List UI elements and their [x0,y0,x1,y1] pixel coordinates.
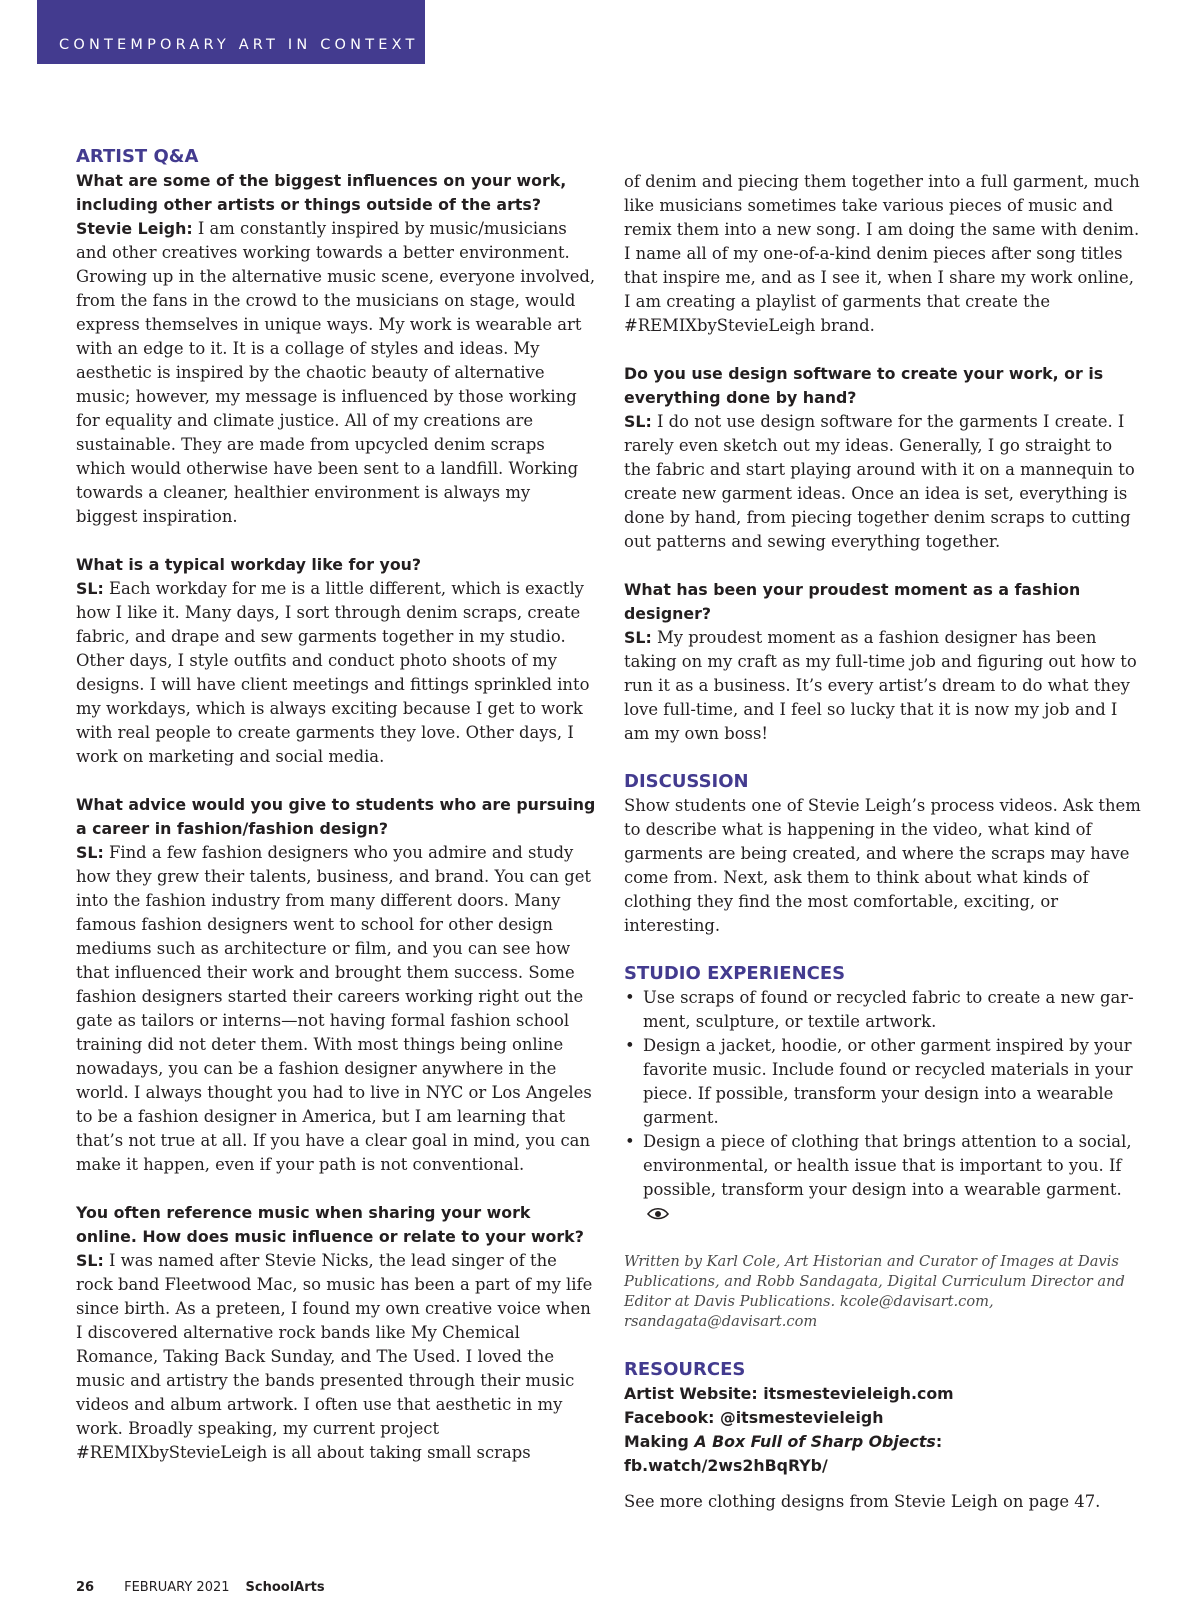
resource-making-prefix: Making [624,1432,695,1451]
resources-title: RESOURCES [624,1359,746,1380]
question-3: What advice would you give to students who are pursuing a career in fashion/fashion design? [76,795,596,838]
discussion-text: Show students one of Stevie Leigh’s process videos. Ask them to describe what is happening in the video, what kind of garments are being created, and where the scraps may have come from. Next, ask them to think about what kinds of clothing they find the most comfortable, exciting, or interesting. [624,796,1141,935]
banner-title: CONTEMPORARY ART IN CONTEXT [59,37,419,53]
speaker-label: SL: [624,628,652,647]
answer-text: My proudest moment as a fashion designer has been taking on my craft as my full-time job and figuring out how to run it as a business. It’s every artist’s dream to do what they love full-time, and I feel so lucky that it is now my job and I am my own boss! [624,628,1137,743]
question-4: You often reference music when sharing your work online. How does music influence or relate to your work? [76,1203,584,1246]
answer-text: I was named after Stevie Nicks, the lead singer of the rock band Fleetwood Mac, so music has been a part of my life since birth. As a preteen, I found my own creative voice when I discovered alternative rock bands like My Chemical Romance, Taking Back Sunday, and The Used. I loved the music and artistry the bands presented through their music videos and album artwork. I often use that aesthetic in my work. Broadly speaking, my current project #REMIXbyStevieLeigh is all about taking small scraps [76,1251,593,1462]
list-item-text: Design a piece of clothing that brings attention to a social, environmental, or health issue that is important to you. If possible, transform your design into a wearable garment. [643,1132,1132,1199]
speaker-label: SL: [76,579,104,598]
page-number: 26 [76,1580,95,1595]
answer-2 [76,577,596,769]
section-banner [37,0,425,64]
answer-4 [76,1249,596,1465]
studio-list [624,986,1144,1226]
resource-fb-watch-link: fb.watch/2ws2hBqRYb/ [624,1456,828,1475]
speaker-label: SL: [76,1251,104,1270]
issue-date: FEBRUARY 2021 [124,1580,230,1595]
resource-facebook: Facebook: @itsmestevieleigh [624,1408,884,1427]
list-item: • Use scraps of found or recycled fabric to create a new garment, sculpture, or textile artwork. [624,986,1144,1034]
end-mark-icon [647,1207,669,1221]
author-credit: Written by Karl Cole, Art Historian and Curator of Images at Davis Publications, and Robb Sandagata, Digital Curriculum Director and Editor at Davis Publications. kcole@davisart.com, rsandagata@davisart.com [624,1253,1125,1330]
see-more-text: See more clothing designs from Stevie Leigh on page 47. [624,1492,1101,1511]
magazine-name: SchoolArts [245,1580,325,1595]
answer-6 [624,626,1144,746]
question-2: What is a typical workday like for you? [76,555,422,574]
resource-making-suffix: : [935,1432,943,1451]
right-column [624,170,1144,1514]
left-column [76,145,596,1465]
list-item: • Design a jacket, hoodie, or other garment inspired by your favorite music. Include found or recycled materials in your piece. If possible, transform your design into a wearable garment. [624,1034,1144,1130]
speaker-label: Stevie Leigh: [76,219,193,238]
list-item [624,1130,1144,1226]
question-5: Do you use design software to create your work, or is everything done by hand? [624,364,1104,407]
page-footer [76,1580,325,1595]
resource-website: Artist Website: itsmestevieleigh.com [624,1384,954,1403]
answer-text: Find a few fashion designers who you admire and study how they grew their talents, business, and brand. You can get into the fashion industry from many different doors. Many famous fashion designers went to school for other design mediums such as architecture or film, and you can see how that influenced their work and brought them success. Some fashion designers started their careers working right out the gate as tailors or interns—not having formal fashion school training did not deter them. With most things being online nowadays, you can be a fashion designer anywhere in the world. I always thought you had to live in NYC or Los Angeles to be a fashion designer in America, but I am learning that that’s not true at all. If you have a clear goal in mind, you can make it happen, even if your path is not conventional. [76,843,592,1174]
resource-making-title: A Box Full of Sharp Objects [694,1432,936,1451]
resource-making [624,1430,1144,1454]
studio-experiences-title: STUDIO EXPERIENCES [624,963,846,984]
question-1: What are some of the biggest influences on your work, including other artists or things outside of the arts? [76,171,567,214]
answer-4-continued: of denim and piecing them together into a full garment, much like musicians sometimes take various pieces of music and remix them into a new song. I am doing the same with denim. I name all of my one-of-a-kind denim pieces after song titles that inspire me, and as I see it, when I share my work online, I am creating a playlist of garments that create the #REMIXbyStevieLeigh brand. [624,172,1140,335]
speaker-label: SL: [624,412,652,431]
artist-qa-title: ARTIST Q&A [76,146,199,167]
answer-text: I am constantly inspired by music/musicians and other creatives working towards a better environment. Growing up in the alternative music scene, everyone involved, from the fans in the crowd to the musicians on stage, would express themselves in unique ways. My work is wearable art with an edge to it. It is a collage of styles and ideas. My aesthetic is inspired by the chaotic beauty of alternative music; however, my message is influenced by those working for equality and climate justice. All of my creations are sustainable. They are made from upcycled denim scraps which would otherwise have been sent to a landfill. Working towards a cleaner, healthier environment is always my biggest inspiration. [76,219,596,526]
speaker-label: SL: [76,843,104,862]
answer-3 [76,841,596,1177]
question-6: What has been your proudest moment as a fashion designer? [624,580,1081,623]
answer-5 [624,410,1144,554]
discussion-title: DISCUSSION [624,771,749,792]
answer-1 [76,217,596,529]
answer-text: Each workday for me is a little different, which is exactly how I like it. Many days, I sort through denim scraps, create fabric, and drape and sew garments together in my studio. Other days, I style outfits and conduct photo shoots of my designs. I will have client meetings and fittings sprinkled into my workdays, which is always exciting because I get to work with real people to create garments they love. Other days, I work on marketing and social media. [76,579,590,766]
answer-text: I do not use design software for the garments I create. I rarely even sketch out my ideas. Generally, I go straight to the fabric and start playing around with it on a mannequin to create new garment ideas. Once an idea is set, everything is done by hand, from piecing together denim scraps to cutting out patterns and sewing everything together. [624,412,1135,551]
